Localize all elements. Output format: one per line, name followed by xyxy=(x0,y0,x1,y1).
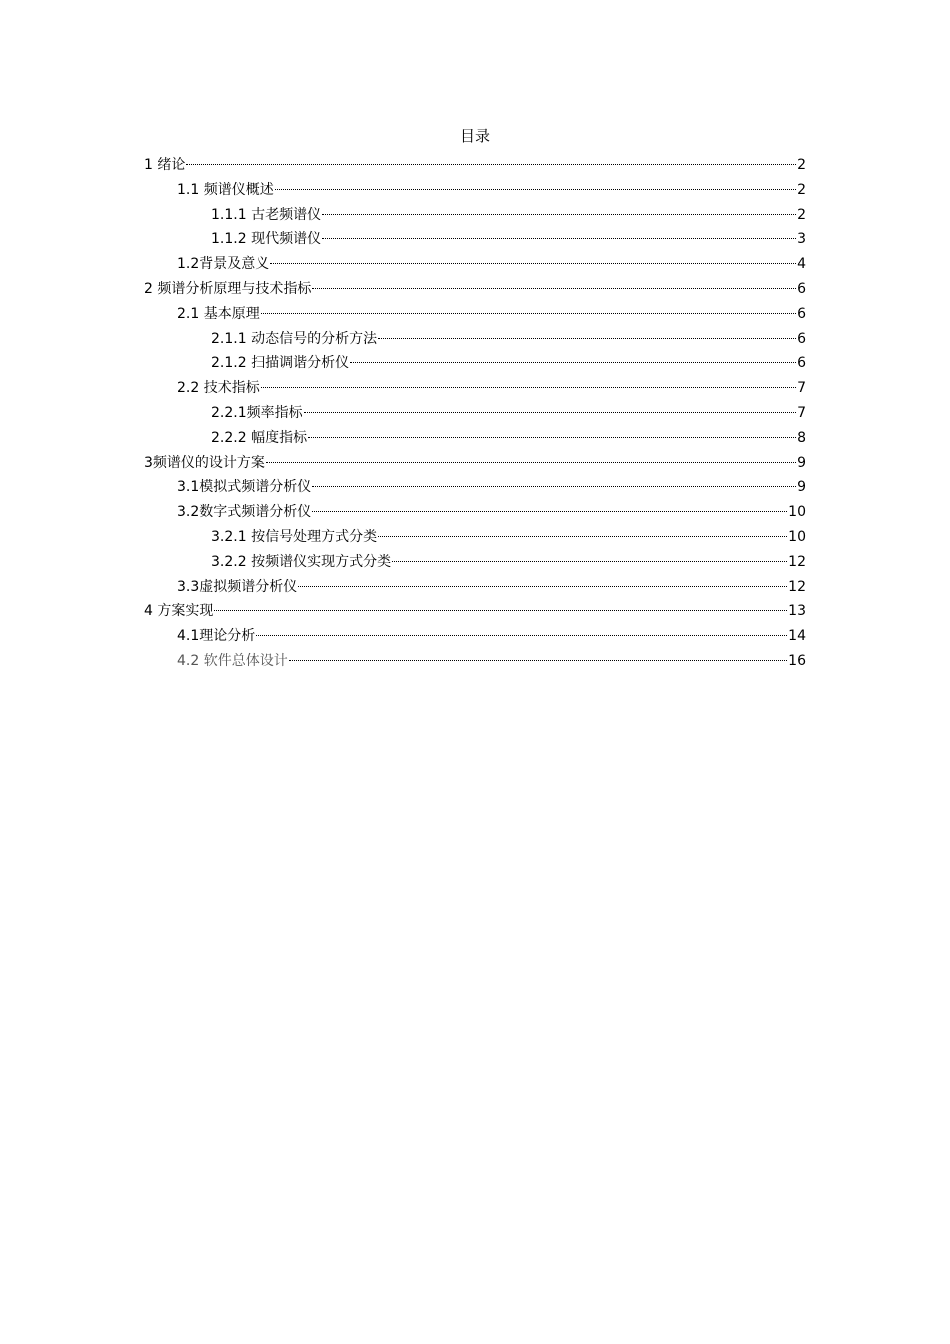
toc-entry-page-number: 10 xyxy=(788,504,806,521)
toc-title: 目录 xyxy=(459,127,490,145)
toc-entry-label: 3频谱仪的设计方案 xyxy=(144,454,265,471)
toc-dot-leader xyxy=(261,386,796,388)
toc-entry[interactable] xyxy=(144,599,806,624)
toc-entry-label: 2 频谱分析原理与技术指标 xyxy=(144,280,312,297)
toc-entry[interactable] xyxy=(144,525,806,550)
toc-entry-label: 4.1理论分析 xyxy=(177,628,256,645)
toc-entry-page-number: 9 xyxy=(797,454,806,471)
toc-entry-label: 1.1.1 古老频谱仪 xyxy=(211,206,322,223)
toc-dot-leader xyxy=(392,560,787,562)
toc-entry-label: 3.3虚拟频谱分析仪 xyxy=(177,578,298,595)
toc-entry-page-number: 10 xyxy=(788,528,806,545)
toc-dot-leader xyxy=(256,634,787,636)
toc-entry[interactable] xyxy=(144,351,806,376)
toc-entry-page-number: 6 xyxy=(797,355,806,372)
toc-entry[interactable] xyxy=(144,624,806,649)
toc-dot-leader xyxy=(266,461,796,463)
toc-dot-leader xyxy=(378,535,787,537)
toc-entry-label: 1.2背景及意义 xyxy=(177,256,270,273)
toc-entry[interactable] xyxy=(144,376,806,401)
toc-entry[interactable] xyxy=(144,327,806,352)
toc-dot-leader xyxy=(312,510,787,512)
toc-entry-label: 3.2数字式频谱分析仪 xyxy=(177,504,312,521)
toc-entry[interactable] xyxy=(144,500,806,525)
toc-dot-leader xyxy=(322,213,796,215)
toc-entry-label: 2.2.2 幅度指标 xyxy=(211,429,308,446)
toc-dot-leader xyxy=(270,262,796,264)
toc-entry[interactable] xyxy=(144,649,806,674)
toc-dot-leader xyxy=(304,411,796,413)
toc-entry-page-number: 4 xyxy=(797,256,806,273)
toc-entry-label: 2.2.1频率指标 xyxy=(211,404,303,421)
toc-entry-label: 4 方案实现 xyxy=(144,603,214,620)
toc-dot-leader xyxy=(308,436,796,438)
toc-entry[interactable] xyxy=(144,401,806,426)
toc-entry-page-number: 3 xyxy=(797,231,806,248)
toc-entry-page-number: 6 xyxy=(797,280,806,297)
toc-entry-page-number: 7 xyxy=(797,380,806,397)
toc-entry-page-number: 14 xyxy=(788,628,806,645)
toc-entry-page-number: 2 xyxy=(797,181,806,198)
toc-entry-page-number: 2 xyxy=(797,206,806,223)
toc-entry-label: 1.1 频谱仪概述 xyxy=(177,181,274,198)
toc-entry-label: 2.2 技术指标 xyxy=(177,380,260,397)
toc-entry-page-number: 12 xyxy=(788,553,806,570)
toc-entry[interactable] xyxy=(144,475,806,500)
toc-entry[interactable] xyxy=(144,426,806,451)
toc-entry[interactable] xyxy=(144,550,806,575)
toc-dot-leader xyxy=(186,163,796,165)
toc-list xyxy=(144,153,806,674)
toc-entry-label: 2.1 基本原理 xyxy=(177,305,260,322)
toc-dot-leader xyxy=(322,237,796,239)
toc-dot-leader xyxy=(214,609,787,611)
toc-entry-label: 2.1.1 动态信号的分析方法 xyxy=(211,330,378,347)
toc-entry[interactable] xyxy=(144,227,806,252)
toc-entry[interactable] xyxy=(144,178,806,203)
toc-entry-page-number: 6 xyxy=(797,330,806,347)
toc-entry-label: 3.2.2 按频谱仪实现方式分类 xyxy=(211,553,392,570)
toc-entry-label: 3.2.1 按信号处理方式分类 xyxy=(211,528,378,545)
toc-dot-leader xyxy=(378,337,796,339)
toc-entry-label: 1.1.2 现代频谱仪 xyxy=(211,231,322,248)
toc-dot-leader xyxy=(312,485,796,487)
toc-dot-leader xyxy=(312,287,796,289)
toc-entry-label: 1 绪论 xyxy=(144,157,186,173)
toc-entry[interactable] xyxy=(144,575,806,600)
toc-entry[interactable] xyxy=(144,203,806,228)
toc-entry-label: 4.2 软件总体设计 xyxy=(177,652,288,669)
toc-entry-page-number: 9 xyxy=(797,479,806,496)
toc-dot-leader xyxy=(289,659,787,661)
toc-entry[interactable] xyxy=(144,153,806,178)
toc-dot-leader xyxy=(261,312,796,314)
toc-entry-label: 3.1模拟式频谱分析仪 xyxy=(177,479,312,496)
toc-entry-page-number: 13 xyxy=(788,603,806,620)
toc-entry-page-number: 6 xyxy=(797,305,806,322)
toc-dot-leader xyxy=(298,585,787,587)
toc-entry[interactable] xyxy=(144,277,806,302)
toc-entry[interactable] xyxy=(144,252,806,277)
toc-dot-leader xyxy=(350,361,796,363)
toc-entry-page-number: 16 xyxy=(788,652,806,669)
toc-entry-label: 2.1.2 扫描调谐分析仪 xyxy=(211,355,350,372)
toc-entry-page-number: 12 xyxy=(788,578,806,595)
toc-entry-page-number: 2 xyxy=(797,157,806,173)
toc-entry-page-number: 8 xyxy=(797,429,806,446)
toc-entry[interactable] xyxy=(144,451,806,476)
toc-entry[interactable] xyxy=(144,302,806,327)
toc-dot-leader xyxy=(275,188,796,190)
toc-entry-page-number: 7 xyxy=(797,404,806,421)
